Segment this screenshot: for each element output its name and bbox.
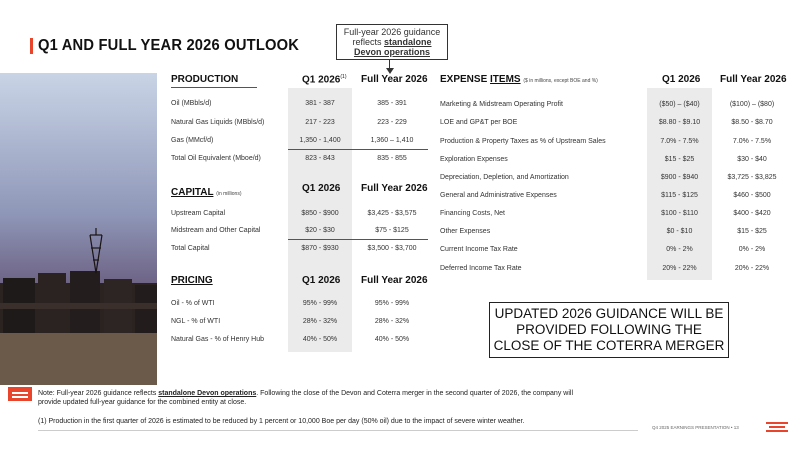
capital-total-line [288,239,428,240]
capital-row-label: Midstream and Other Capital [171,227,261,234]
callout-line2: reflects [352,37,382,47]
merger-box-line2: PROVIDED FOLLOWING THE [516,322,702,337]
production-total-line [288,149,428,150]
guidance-callout [336,24,448,60]
footnote: (1) Production in the first quarter of 2026 is estimated to be reduced by 1 percent or 10,000 Boe per day (50% oil) due to the impact of severe winter weather. [38,418,525,425]
production-header-line [171,87,257,88]
expense-col2-header: Full Year 2026 [720,74,787,85]
expense-row-q1: ($50) – ($40) [659,101,700,108]
expense-row-fy: 0% - 2% [738,246,766,253]
capital-row-fy: $3,425 - $3,575 [367,210,417,217]
pricing-row-q1: 40% - 50% [302,336,338,343]
expense-row-fy: 20% - 22% [734,265,770,272]
expense-row-label: Other Expenses [440,228,491,235]
production-row-q1: 381 - 387 [305,100,335,107]
pricing-row-label: Natural Gas - % of Henry Hub [171,336,264,343]
production-row-fy: 223 - 229 [377,119,407,126]
pricing-row-fy: 40% - 50% [374,336,410,343]
production-row-q1: 1,350 - 1,400 [299,137,341,144]
expense-row-q1: 7.0% - 7.5% [660,138,699,145]
expense-row-label: Deferred Income Tax Rate [440,265,522,272]
callout-line3: standalone [384,37,432,47]
footer-text: Q4 2025 EARNINGS PRESENTATION • 13 [652,425,739,430]
expense-row-label: Financing Costs, Net [440,210,505,217]
capital-col1-header: Q1 2026 [302,183,341,194]
capital-row-q1: $20 - $30 [305,227,335,234]
expense-row-label: Production & Property Taxes as % of Upstream Sales [440,138,606,145]
capital-header: CAPITAL (in millions) [171,187,242,198]
capital-col2-header: Full Year 2026 [361,183,428,194]
pricing-row-label: NGL - % of WTI [171,318,221,325]
expense-row-fy: ($100) – ($80) [729,101,775,108]
expense-header: EXPENSE ITEMS ($ in millions, except BOE and %) [440,74,598,85]
merger-guidance-box [489,302,729,358]
pricing-col2-header: Full Year 2026 [361,275,428,286]
footer-divider [38,430,638,431]
production-col2-header: Full Year 2026 [361,74,428,85]
production-row-q1: 217 - 223 [305,119,335,126]
expense-row-q1: $100 - $110 [661,210,698,217]
merger-box-line3: CLOSE OF THE COTERRA MERGER [493,338,725,353]
production-row-q1: 823 - 843 [305,155,335,162]
pricing-row-fy: 95% - 99% [374,300,410,307]
expense-row-label: General and Administrative Expenses [440,192,557,199]
production-row-label: Total Oil Equivalent (Mboe/d) [171,155,261,162]
pricing-row-q1: 95% - 99% [302,300,338,307]
production-row-fy: 385 - 391 [377,100,407,107]
expense-row-q1: $900 - $940 [660,174,699,181]
capital-row-q1: $850 - $900 [301,210,339,217]
expense-row-label: Marketing & Midstream Operating Profit [440,101,563,108]
pricing-col1-header: Q1 2026 [302,275,341,286]
expense-row-q1: $115 - $125 [661,192,698,199]
oilfield-photo [0,73,157,385]
page-title: Q1 AND FULL YEAR 2026 OUTLOOK [38,37,300,54]
pricing-header: PRICING [171,275,213,286]
capital-row-fy: $75 - $125 [375,227,409,234]
production-col1-header: Q1 2026$^{(1)}$ [302,74,347,86]
production-row-fy: 835 - 855 [377,155,407,162]
expense-row-q1: $0 - $10 [666,228,693,235]
production-row-fy: 1,360 – 1,410 [370,137,414,144]
devon-logo-icon [766,422,788,432]
production-row-label: Gas (MMcf/d) [171,137,214,144]
capital-row-q1: $870 - $930 [301,245,339,252]
expense-row-q1: $8.80 - $9.10 [658,119,701,126]
callout-line1: Full-year 2026 guidance [343,27,441,37]
expense-row-label: Current Income Tax Rate [440,246,518,253]
expense-row-label: LOE and GP&T per BOE [440,119,518,126]
pricing-row-label: Oil - % of WTI [171,300,215,307]
production-header: PRODUCTION [171,74,239,85]
expense-row-q1: 20% - 22% [662,265,697,272]
guidance-note: Note: Full-year 2026 guidance reflects standalone Devon operations. Following the close of the Devon and Coterra merger in the second quarter of 2026, the company will provide updated full-year guidance for the combined entity at close. [38,390,573,406]
expense-row-fy: $30 - $40 [737,156,767,163]
production-row-label: Oil (MBbls/d) [171,100,212,107]
expense-row-fy: $8.50 - $8.70 [731,119,773,126]
callout-line4: Devon operations [353,47,430,57]
pricing-row-q1: 28% - 32% [302,318,338,325]
expense-row-fy: $15 - $25 [737,228,767,235]
production-q1-shade [288,88,352,352]
production-row-label: Natural Gas Liquids (MBbls/d) [171,119,265,126]
capital-row-label: Upstream Capital [171,210,226,217]
expense-row-fy: $460 - $500 [733,192,771,199]
expense-row-q1: 0% - 2% [666,246,693,253]
expense-row-label: Depreciation, Depletion, and Amortization [440,174,569,181]
expense-row-fy: 7.0% - 7.5% [732,138,772,145]
capital-row-fy: $3,500 - $3,700 [367,245,417,252]
note-icon [8,387,32,401]
expense-row-fy: $400 - $420 [733,210,771,217]
expense-row-fy: $3,725 - $3,825 [727,174,777,181]
expense-col1-header: Q1 2026 [662,74,701,85]
merger-box-line1: UPDATED 2026 GUIDANCE WILL BE [494,306,724,321]
expense-row-q1: $15 - $25 [664,156,695,163]
pricing-row-fy: 28% - 32% [374,318,410,325]
title-accent-bar [30,38,33,54]
expense-row-label: Exploration Expenses [440,156,508,163]
capital-row-label: Total Capital [171,245,210,252]
